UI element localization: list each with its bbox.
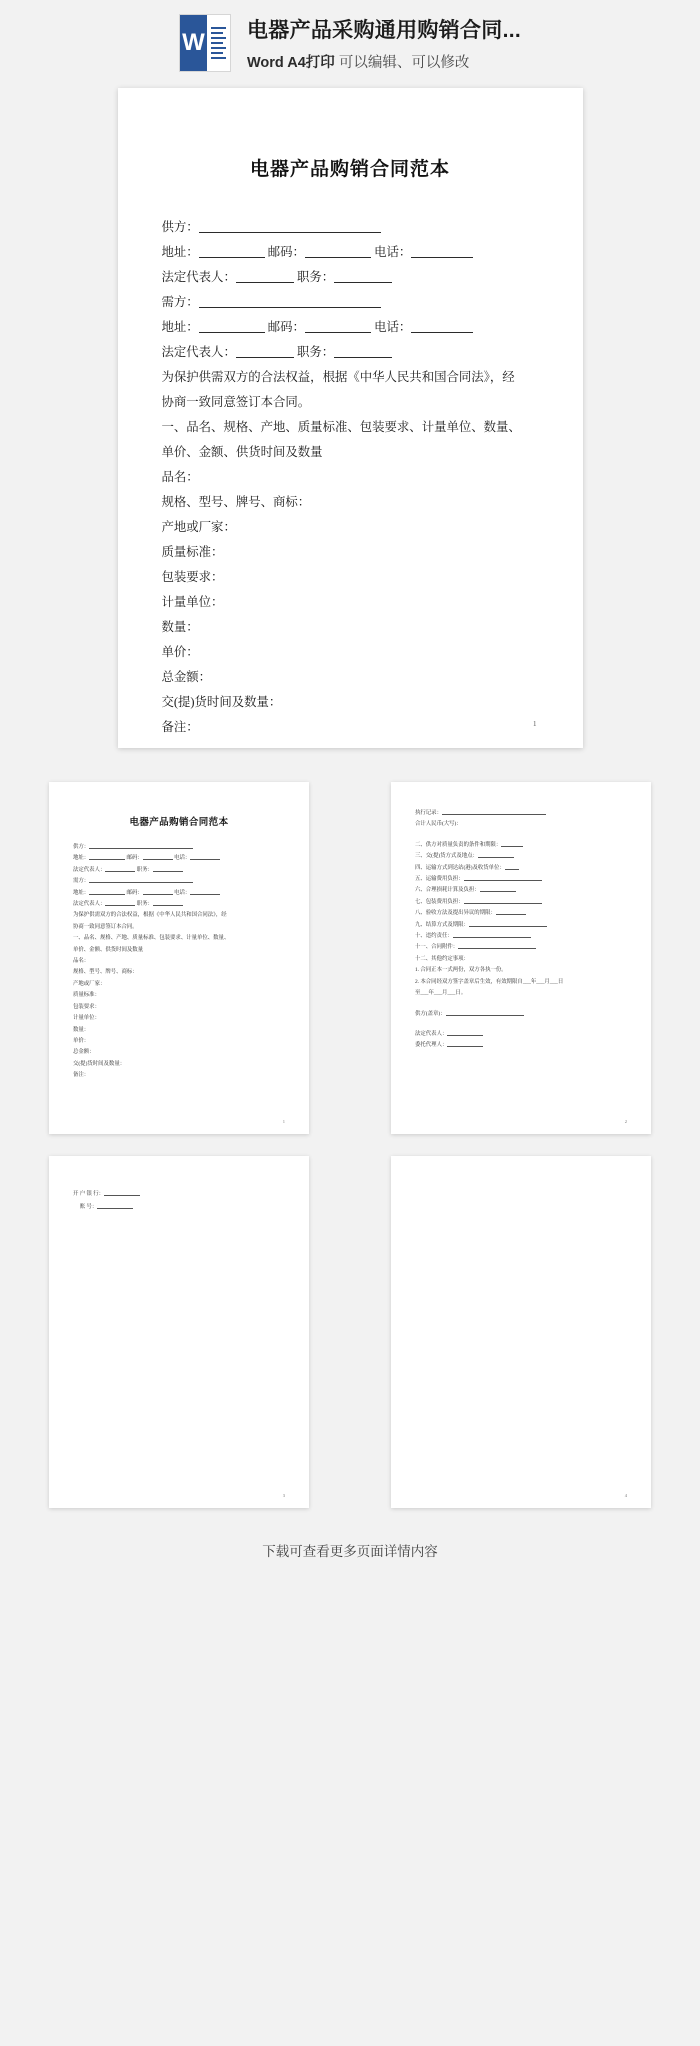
field-label: 供方(盖章)： xyxy=(415,1010,446,1017)
clause-7 xyxy=(415,897,627,908)
document-preview[interactable] xyxy=(0,88,700,782)
blank-line xyxy=(480,891,516,892)
page-title: 电器产品采购通用购销合同... xyxy=(246,19,521,42)
field-buyer-legal-rep xyxy=(162,340,539,365)
thumbnail-body xyxy=(73,1182,285,1214)
preview-header xyxy=(0,0,700,88)
list-item: 质量标准： xyxy=(73,992,100,999)
field-label: 电话： xyxy=(374,320,412,334)
blank-line xyxy=(153,905,183,906)
list-item: 产地或厂家： xyxy=(73,980,106,987)
field-label: 需方： xyxy=(161,295,199,309)
list-item: 总金额： xyxy=(73,1049,95,1056)
field-label: 电话： xyxy=(174,889,191,896)
field-label: 电话： xyxy=(174,855,191,862)
document-page-1[interactable] xyxy=(118,88,583,748)
clause-1 xyxy=(162,415,539,465)
list-item: 备注： xyxy=(161,720,199,734)
blank-line xyxy=(478,857,514,858)
field-label: 需方： xyxy=(73,878,90,885)
document-title: 电器产品购销合同范本 xyxy=(249,159,450,180)
field-execution-record xyxy=(415,808,627,819)
clause-label: 五、运输费用负担： xyxy=(415,876,464,883)
clause-8 xyxy=(415,908,627,919)
intro-line-2: 协商一致同意签订本合同。 xyxy=(73,923,138,930)
clause-label: 八、验收方法及提出异议的期限： xyxy=(415,910,496,917)
list-item: 总金额： xyxy=(161,670,212,684)
blank-line xyxy=(469,926,547,927)
field-buyer xyxy=(162,290,539,315)
editable-label: 可以编辑、可以修改 xyxy=(338,55,470,71)
blank-line xyxy=(442,814,546,815)
field-label: 职务： xyxy=(296,345,335,359)
field-account xyxy=(73,1201,285,1214)
clause-9 xyxy=(415,920,627,931)
field-supplier xyxy=(73,842,285,853)
document-page-thumbnail-2[interactable] xyxy=(391,782,651,1134)
thumbnail-body xyxy=(415,1182,627,1496)
page-number: 1 xyxy=(282,1119,285,1124)
clause-6 xyxy=(415,885,627,896)
document-page-thumbnail-4[interactable] xyxy=(391,1156,651,1508)
download-more-label[interactable]: 下载可查看更多页面详情内容 xyxy=(262,1544,438,1559)
blank-line xyxy=(199,307,381,308)
blank-line xyxy=(236,282,294,283)
clause-2 xyxy=(415,840,627,851)
blank-line xyxy=(236,357,294,358)
clause-1-line-1: 一、品名、规格、产地、质量标准、包装要求、计量单位、数量、 xyxy=(161,420,521,434)
clause-10 xyxy=(415,931,627,942)
list-item: 包装要求： xyxy=(73,1003,100,1010)
field-supplier xyxy=(162,215,539,240)
thumbnail-body xyxy=(415,808,627,1052)
document-title: 电器产品购销合同范本 xyxy=(129,817,229,828)
field-buyer-address xyxy=(162,315,539,340)
blank-line xyxy=(464,880,542,881)
blank-line xyxy=(199,257,265,258)
clause-label: 六、合理损耗计算及负担： xyxy=(415,887,480,894)
field-buyer-legal-rep xyxy=(73,899,285,910)
blank-line xyxy=(464,903,542,904)
page-number: 2 xyxy=(624,1119,627,1124)
blank-line xyxy=(411,332,473,333)
field-label: 法定代表人： xyxy=(73,901,106,908)
list-item: 包装要求： xyxy=(161,570,224,584)
item-field-list xyxy=(162,465,539,740)
blank-line xyxy=(97,1208,133,1209)
field-label: 账 号： xyxy=(79,1204,98,1210)
field-label: 执行记录： xyxy=(415,810,442,816)
blank-line xyxy=(105,905,135,906)
blank-line xyxy=(199,232,381,233)
sub-clause-2: 2. 本合同经双方签字盖章后生效，有效期限自___年___月___日 xyxy=(415,978,564,985)
thumbnail-body xyxy=(73,842,285,1082)
list-item: 交(提)货时间及数量： xyxy=(73,1060,126,1067)
field-supplier-address xyxy=(73,853,285,864)
blank-line xyxy=(89,859,125,860)
clause-12 xyxy=(415,954,627,965)
list-item: 备注： xyxy=(73,1072,90,1079)
clause-1-line-2: 单价、金额、供货时间及数量 xyxy=(161,445,323,459)
spacer xyxy=(415,1000,627,1009)
blank-line xyxy=(334,282,392,283)
blank-line xyxy=(505,869,519,870)
clause-label: 四、运输方式到达站(港)及收货单位： xyxy=(415,864,505,871)
document-page-thumbnail-1[interactable] xyxy=(49,782,309,1134)
field-label: 邮码： xyxy=(267,320,305,334)
blank-line xyxy=(447,1046,483,1047)
field-label: 职务： xyxy=(296,270,335,284)
spacer xyxy=(415,1020,627,1029)
blank-line xyxy=(411,257,473,258)
field-label: 邮码： xyxy=(126,855,143,862)
blank-line xyxy=(89,848,193,849)
intro-line-2: 协商一致同意签订本合同。 xyxy=(161,395,311,409)
clause-3 xyxy=(415,851,627,862)
document-body xyxy=(162,215,539,740)
list-item: 交(提)货时间及数量： xyxy=(161,695,282,709)
list-item: 数量： xyxy=(73,1026,90,1033)
clause-label: 二、供方对质量负责的条件和期限： xyxy=(415,841,502,848)
list-item: 数量： xyxy=(161,620,199,634)
field-label: 地址： xyxy=(73,855,90,862)
clause-1-line-2: 单价、金额、供货时间及数量 xyxy=(73,946,144,953)
blank-line xyxy=(89,894,125,895)
thumbnail-grid xyxy=(0,782,700,1528)
field-bank xyxy=(73,1188,285,1201)
field-buyer-address xyxy=(73,888,285,899)
blank-line xyxy=(305,257,371,258)
word-icon-lines xyxy=(207,15,230,71)
clause-1-line-1: 一、品名、规格、产地、质量标准、包装要求、计量单位、数量、 xyxy=(73,935,230,942)
blank-line xyxy=(447,1035,483,1036)
list-item: 单价： xyxy=(73,1037,90,1044)
list-item: 规格、型号、牌号、商标： xyxy=(73,969,138,976)
clause-label: 三、交(提)货方式及地点： xyxy=(415,853,478,860)
intro-line-1: 为保护供需双方的合法权益，根据《中华人民共和国合同法》，经 xyxy=(73,912,227,919)
page-number: 4 xyxy=(624,1493,627,1498)
blank-line xyxy=(453,937,531,938)
clause-label: 十二、其他约定事项： xyxy=(415,955,469,962)
blank-line xyxy=(143,859,173,860)
field-label: 地址： xyxy=(161,320,199,334)
clause-label: 十、违约责任： xyxy=(415,933,453,940)
field-label: 合计人民币(大写)： xyxy=(415,821,462,828)
page-number: 3 xyxy=(282,1493,285,1498)
field-supplier-legal-rep xyxy=(73,865,285,876)
clause-4 xyxy=(415,863,627,874)
blank-line xyxy=(190,894,220,895)
field-label: 法定代表人： xyxy=(73,866,106,873)
list-item: 计量单位： xyxy=(73,1015,100,1022)
field-label: 法定代表人： xyxy=(161,270,236,284)
list-item: 品名： xyxy=(73,958,90,965)
document-page-thumbnail-3[interactable] xyxy=(49,1156,309,1508)
intro-paragraph xyxy=(162,365,539,415)
field-label: 供方： xyxy=(73,844,90,850)
clause-label: 十一、合同附件： xyxy=(415,944,459,951)
spacer xyxy=(415,831,627,840)
blank-line xyxy=(89,882,193,883)
blank-line xyxy=(501,846,523,847)
field-label: 地址： xyxy=(161,245,199,259)
field-label: 邮码： xyxy=(267,245,305,259)
field-supplier-legal-rep xyxy=(162,265,539,290)
field-label: 法定代表人： xyxy=(415,1030,448,1037)
list-item: 品名： xyxy=(161,470,199,484)
list-item: 产地或厂家： xyxy=(161,520,236,534)
blank-line xyxy=(143,894,173,895)
clause-11 xyxy=(415,942,627,953)
blank-line xyxy=(305,332,371,333)
list-item: 规格、型号、牌号、商标： xyxy=(161,495,311,509)
sub-clause-1: 1. 合同正本一式两份，双方各执一份。 xyxy=(415,967,507,974)
sub-clause-3: 至___年___月___日。 xyxy=(415,990,467,997)
clause-label: 七、包装费用负担： xyxy=(415,898,464,905)
blank-line xyxy=(190,859,220,860)
list-item: 质量标准： xyxy=(161,545,224,559)
field-total-amount xyxy=(415,819,627,830)
field-label: 职务： xyxy=(136,901,153,908)
blank-line xyxy=(458,948,536,949)
field-label: 电话： xyxy=(374,245,412,259)
field-buyer xyxy=(73,876,285,887)
blank-line xyxy=(153,871,183,872)
field-label: 供方： xyxy=(161,220,199,234)
word-document-icon xyxy=(179,14,231,72)
blank-line xyxy=(105,871,135,872)
page-number: 1 xyxy=(533,720,537,728)
field-label: 邮码： xyxy=(126,889,143,896)
field-label: 开 户 银 行： xyxy=(73,1191,104,1197)
field-label: 委托代理人： xyxy=(415,1042,448,1049)
intro-line-1: 为保护供需双方的合法权益，根据《中华人民共和国合同法》，经 xyxy=(161,370,515,384)
field-label: 法定代表人： xyxy=(161,345,236,359)
field-label: 职务： xyxy=(136,866,153,873)
blank-line xyxy=(334,357,392,358)
signature-agent xyxy=(415,1040,627,1051)
list-item: 计量单位： xyxy=(161,595,224,609)
blank-line xyxy=(199,332,265,333)
field-label: 地址： xyxy=(73,889,90,896)
signature-legal-rep xyxy=(415,1029,627,1040)
blank-line xyxy=(446,1015,524,1016)
clause-label: 九、结算方式及期限： xyxy=(415,921,469,928)
list-item: 单价： xyxy=(161,645,199,659)
format-label: Word A4打印 xyxy=(246,55,335,71)
page-subtitle xyxy=(247,51,521,72)
blank-line xyxy=(496,914,526,915)
field-supplier-address xyxy=(162,240,539,265)
clause-5 xyxy=(415,874,627,885)
signature-supplier xyxy=(415,1009,627,1020)
blank-line xyxy=(104,1195,140,1196)
word-icon-letter: W xyxy=(180,15,207,71)
